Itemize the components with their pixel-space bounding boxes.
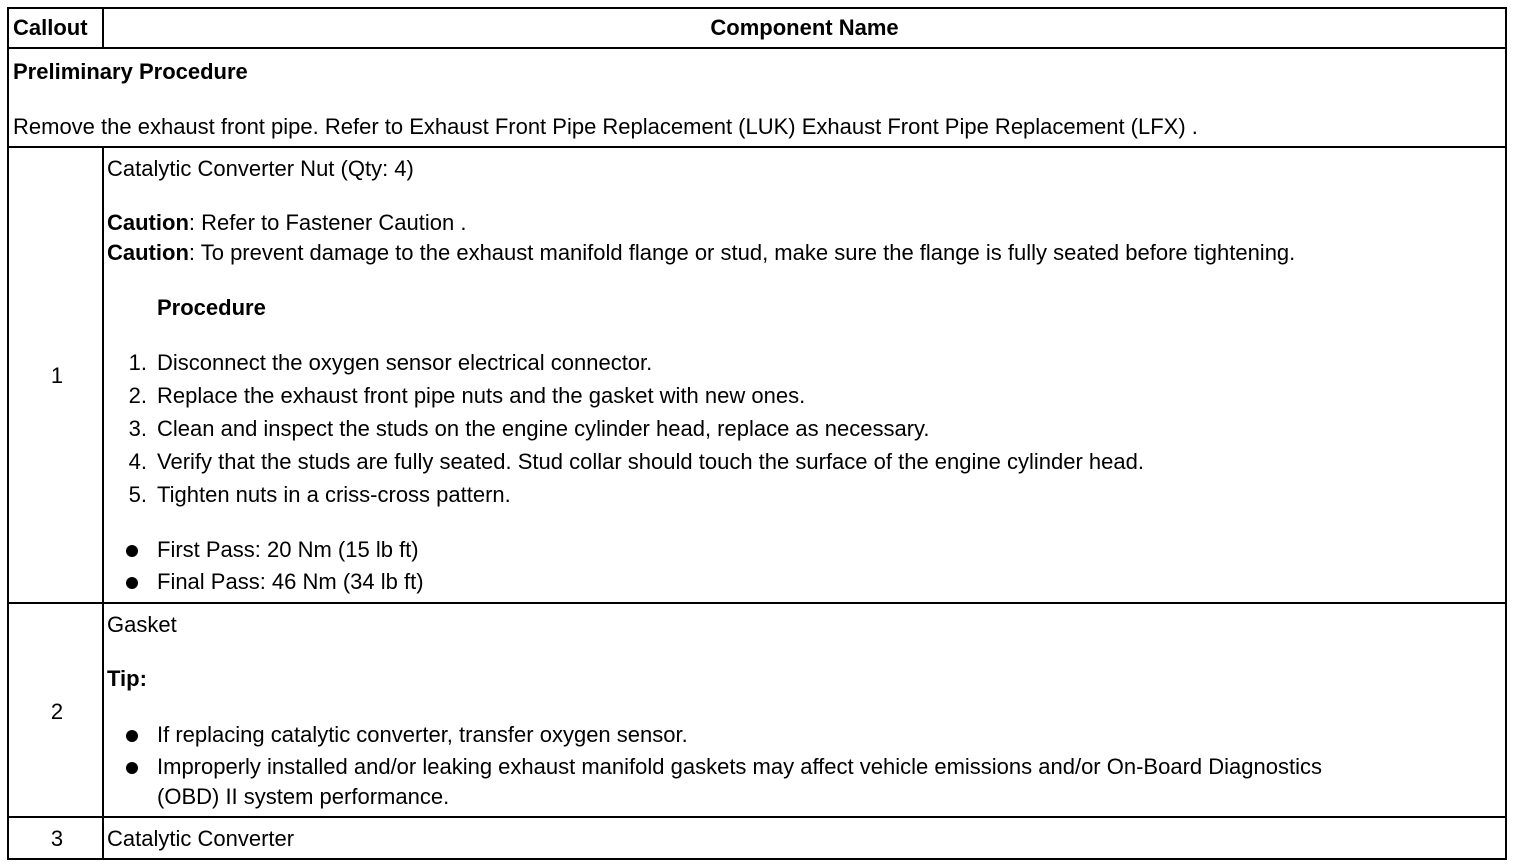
step-text: Tighten nuts in a criss-cross pattern. [157, 482, 511, 507]
bullet-text: If replacing catalytic converter, transfer oxygen sensor. [157, 722, 688, 747]
row-1-procedure-title: Procedure [157, 295, 266, 320]
step-number: 2. [128, 383, 147, 408]
step-text: Replace the exhaust front pipe nuts and the gasket with new ones. [157, 383, 806, 408]
header-component-name: Component Name [710, 15, 899, 40]
step-number: 1. [128, 350, 147, 375]
caution-label: Caution [107, 210, 189, 235]
preliminary-divider [9, 146, 1505, 148]
bullet-icon [126, 730, 138, 742]
caution-text: : Refer to Fastener Caution . [188, 210, 467, 235]
step-number: 5. [128, 482, 147, 507]
step-number: 3. [128, 416, 147, 441]
component-table [7, 7, 1507, 860]
row-1-component-name: Catalytic Converter Nut (Qty: 4) [107, 156, 414, 181]
header-divider [9, 47, 1505, 49]
preliminary-title: Preliminary Procedure [13, 59, 248, 84]
caution-label: Caution [107, 240, 189, 265]
row-2-divider [9, 816, 1505, 818]
bullet-icon [126, 577, 138, 589]
row-1-divider [9, 602, 1505, 604]
row-3-callout: 3 [50, 826, 64, 851]
bullet-text-continued: (OBD) II system performance. [157, 784, 450, 809]
bullet-text: Final Pass: 46 Nm (34 lb ft) [157, 569, 424, 594]
bullet-text: First Pass: 20 Nm (15 lb ft) [157, 537, 419, 562]
bullet-text: Improperly installed and/or leaking exhaust manifold gaskets may affect vehicle emissions and/or On-Board Diagnostics [157, 754, 1322, 779]
caution-text: : To prevent damage to the exhaust manifold flange or stud, make sure the flange is fully seated before tightening. [188, 240, 1296, 265]
preliminary-text: Remove the exhaust front pipe. Refer to Exhaust Front Pipe Replacement (LUK) Exhaust Front Pipe Replacement (LFX) . [13, 114, 1198, 139]
column-divider-body [102, 146, 104, 860]
row-1-callout: 1 [50, 363, 64, 388]
row-2-callout: 2 [50, 699, 64, 724]
row-2-component-name: Gasket [107, 612, 177, 637]
step-text: Verify that the studs are fully seated. Stud collar should touch the surface of the engine cylinder head. [157, 449, 1144, 474]
row-3-component-name: Catalytic Converter [107, 826, 295, 851]
row-1-caution-1 [107, 210, 466, 236]
step-number: 4. [128, 449, 147, 474]
step-text: Clean and inspect the studs on the engine cylinder head, replace as necessary. [157, 416, 930, 441]
step-text: Disconnect the oxygen sensor electrical connector. [157, 350, 653, 375]
header-callout: Callout [13, 15, 88, 40]
bullet-icon [126, 762, 138, 774]
row-1-caution-2 [107, 240, 1295, 266]
row-2-tip-label: Tip: [107, 666, 147, 691]
bullet-icon [126, 545, 138, 557]
